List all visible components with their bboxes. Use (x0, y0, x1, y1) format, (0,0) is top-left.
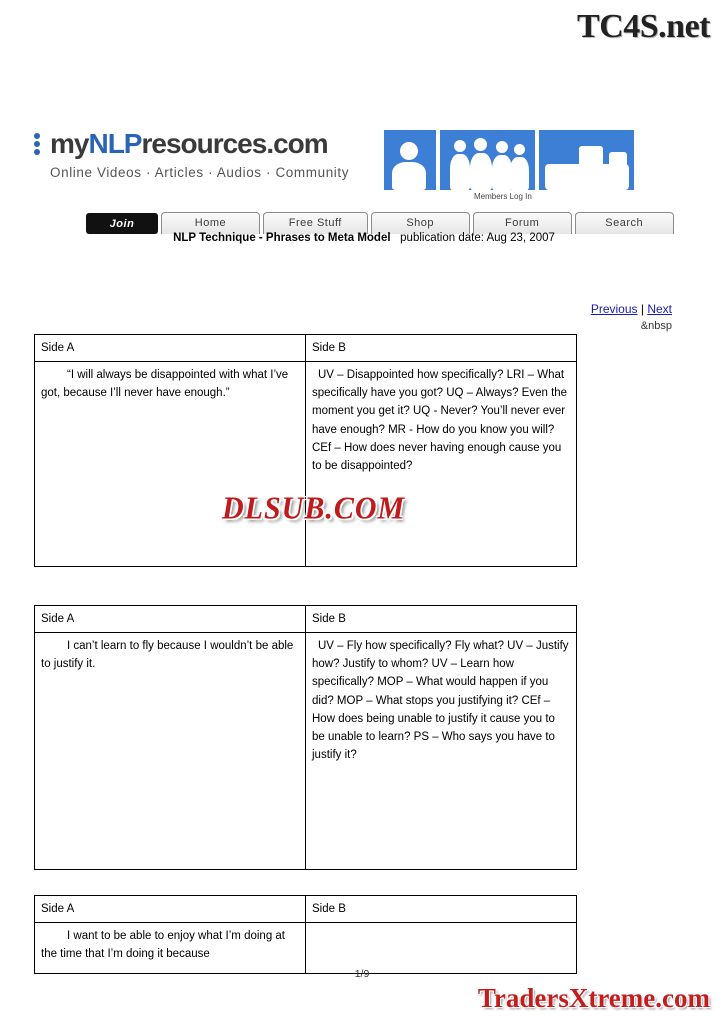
table-row (35, 633, 577, 870)
nav-item-join-now[interactable]: Join Now (86, 213, 158, 234)
nav-item-forum[interactable]: Forum (473, 212, 572, 234)
card3-header-side-b: Side B (306, 896, 577, 923)
card3-header-side-a: Side A (35, 896, 306, 923)
dlsub-watermark: DLSUB.COM (222, 491, 406, 526)
logo-dots-icon (34, 131, 46, 157)
card1-header-side-b: Side B (306, 335, 577, 362)
photo-tile-person-icon (384, 130, 436, 190)
card2-header-side-a: Side A (35, 606, 306, 633)
page-title: NLP Technique - Phrases to Meta Model (173, 232, 391, 244)
card3-side-b-text (306, 923, 577, 974)
card1-side-b-text: UV – Disappointed how specifically? LRI – What specifically have you got? UQ – Always? Even the moment you get it? UQ - Never? You’ll never ever have enough? MR - How do you know you will? CEf – How does never having enough cause you to be disappointed? (306, 362, 577, 567)
banner-photos (384, 130, 634, 190)
table-row (35, 923, 577, 974)
photo-tile-group-icon (440, 130, 535, 190)
card1-side-a-text: “I will always be disappointed with what I’ve got, because I’ll never have enough.” (35, 362, 306, 567)
table-row (35, 606, 577, 633)
tradersxtreme-watermark: TradersXtreme.com (477, 983, 710, 1013)
next-link[interactable]: Next (647, 302, 672, 316)
nav-item-shop[interactable]: Shop (371, 212, 470, 234)
table-row (35, 362, 577, 567)
card1-header-side-a: Side A (35, 335, 306, 362)
document-title-line (34, 232, 694, 244)
logo-mid: NLP (88, 128, 142, 159)
site-tagline: Online Videos · Articles · Audios · Community (50, 165, 350, 180)
pager-separator: | (640, 302, 644, 316)
table-row (35, 335, 577, 362)
site-logo[interactable] (34, 130, 379, 180)
logo-suffix: resources.com (141, 128, 328, 159)
card-table-2 (34, 605, 577, 870)
members-login-label[interactable]: Members Log In (474, 192, 532, 201)
publication-date: publication date: Aug 23, 2007 (400, 232, 555, 244)
pager-nbsp-text: &nbsp (640, 320, 672, 332)
card2-header-side-b: Side B (306, 606, 577, 633)
card2-side-a-text: I can’t learn to fly because I wouldn’t be able to justify it. (35, 633, 306, 870)
previous-link[interactable]: Previous (590, 302, 638, 316)
card3-side-a-text: I want to be able to enjoy what I’m doing at the time that I’m doing it because (35, 923, 306, 974)
card-table-3 (34, 895, 577, 974)
logo-prefix: my (50, 128, 89, 159)
table-row (35, 896, 577, 923)
card2-side-b-text: UV – Fly how specifically? Fly what? UV – Justify how? Justify to whom? UV – Learn how specifically? MOP – What would happen if you did? MOP – What stops you justifying it? CEf – How does being unable to justify it cause you to be unable to learn? PS – Who says you have to justify it? (306, 633, 577, 870)
logo-text (50, 130, 328, 158)
photo-tile-landscape-icon (539, 130, 634, 190)
page-number: 1/9 (354, 968, 370, 980)
pager (591, 302, 672, 332)
card-table-1 (34, 334, 577, 567)
nav-item-home[interactable]: Home (161, 212, 260, 234)
nav-item-search[interactable]: Search (575, 212, 674, 234)
nav-item-free-stuff[interactable]: Free Stuff (263, 212, 368, 234)
tc4s-watermark: TC4S.net (577, 8, 710, 45)
